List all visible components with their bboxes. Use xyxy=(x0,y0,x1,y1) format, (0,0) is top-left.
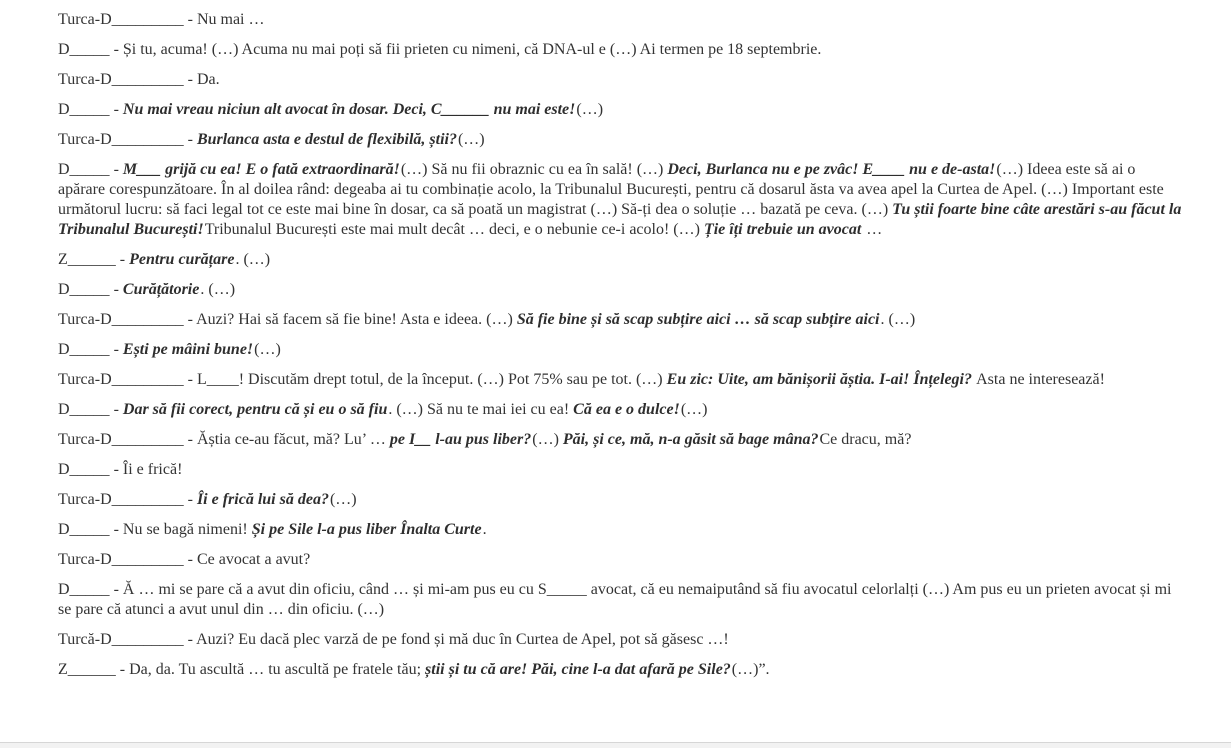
speaker-label: Turca-D_________ xyxy=(58,11,184,28)
transcript-line xyxy=(58,550,1184,570)
line-text: (…) xyxy=(680,401,708,418)
transcript-line xyxy=(58,340,1184,360)
line-text: (…) xyxy=(254,341,281,358)
line-text: - Îi e frică! xyxy=(109,461,183,478)
line-text: Asta ne interesează! xyxy=(973,371,1105,388)
transcript-line xyxy=(58,310,1184,330)
emphasized-quote: Ești pe mâini bune! xyxy=(122,341,254,358)
speaker-label: Z______ xyxy=(58,251,116,268)
line-text: - Ce avocat a avut? xyxy=(183,551,311,568)
emphasized-quote: Pentru curățare xyxy=(129,251,235,268)
line-text: (…)”. xyxy=(731,661,770,678)
line-text: (…) xyxy=(457,131,485,148)
transcript-line xyxy=(58,400,1184,420)
transcript-line xyxy=(58,520,1184,540)
line-text: - xyxy=(183,491,197,508)
line-text: - xyxy=(109,101,123,118)
emphasized-quote: Curățătorie xyxy=(122,281,200,298)
transcript-line xyxy=(58,100,1184,120)
line-text: Ce dracu, mă? xyxy=(819,431,912,448)
transcript-line xyxy=(58,130,1184,150)
emphasized-quote: Eu zic: Uite, am bănișorii ăștia. I-ai! Înțelegi? xyxy=(666,371,972,388)
line-text: - L____! Discutăm drept totul, de la început. (…) Pot 75% sau pe tot. (…) xyxy=(183,371,667,388)
speaker-label: Turca-D_________ xyxy=(58,131,184,148)
speaker-label: D_____ xyxy=(58,581,110,598)
line-text: - Auzi? Hai să facem să fie bine! Asta e ideea. (…) xyxy=(183,311,517,328)
transcript-line xyxy=(58,70,1184,90)
speaker-label: D_____ xyxy=(58,161,110,178)
speaker-label: Turca-D_________ xyxy=(58,371,184,388)
speaker-label: Turca-D_________ xyxy=(58,311,184,328)
transcript-line xyxy=(58,660,1184,680)
emphasized-quote: Dar să fii corect, pentru că și eu o să fiu xyxy=(122,401,388,418)
transcript-line xyxy=(58,580,1184,620)
transcript-line xyxy=(58,490,1184,510)
line-text: - Da, da. Tu ascultă … tu ascultă pe fratele tău; xyxy=(115,661,426,678)
line-text: - xyxy=(109,281,123,298)
emphasized-quote: Tu știi foarte bine câte arestări s-au făcut la Tribunalul București! xyxy=(58,201,1182,238)
line-text: - xyxy=(183,131,197,148)
line-text: . (…) xyxy=(200,281,236,298)
transcript-line xyxy=(58,280,1184,300)
transcript-line xyxy=(58,460,1184,480)
line-text: - Nu se bagă nimeni! xyxy=(109,521,252,538)
speaker-label: Turca-D_________ xyxy=(58,551,184,568)
line-text: Tribunalul București este mai mult decât … deci, e o nebunie ce-i acolo! (…) xyxy=(204,221,704,238)
emphasized-quote: Îi e frică lui să dea? xyxy=(196,491,329,508)
emphasized-quote: știi și tu că are! Păi, cine l-a dat afară pe Sile? xyxy=(425,661,731,678)
emphasized-quote: Deci, Burlanca nu e pe zvâc! E____ nu e de-asta! xyxy=(667,161,996,178)
emphasized-quote: Și pe Sile l-a pus liber Înalta Curte xyxy=(251,521,482,538)
transcript-line xyxy=(58,10,1184,30)
speaker-label: Turca-D_________ xyxy=(58,491,184,508)
transcript-line xyxy=(58,370,1184,390)
line-text: - Auzi? Eu dacă plec varză de pe fond și mă duc în Curtea de Apel, pot să găsesc …! xyxy=(183,631,729,648)
transcript-line xyxy=(58,160,1184,240)
transcript-line xyxy=(58,430,1184,450)
emphasized-quote: M___ grijă cu ea! E o fată extraordinară! xyxy=(122,161,400,178)
speaker-label: D_____ xyxy=(58,281,110,298)
speaker-label: Turca-D_________ xyxy=(58,71,184,88)
line-text: - Ăștia ce-au făcut, mă? Lu’ … xyxy=(183,431,390,448)
emphasized-quote: Burlanca asta e destul de flexibilă, știi? xyxy=(196,131,457,148)
line-text: - xyxy=(109,341,123,358)
line-text: - xyxy=(115,251,130,268)
line-text: - xyxy=(109,401,123,418)
transcript-line xyxy=(58,250,1184,270)
transcript-line xyxy=(58,630,1184,650)
speaker-label: D_____ xyxy=(58,461,110,478)
line-text: . xyxy=(482,521,487,538)
emphasized-quote: Că ea e o dulce! xyxy=(573,401,680,418)
line-text: . (…) xyxy=(235,251,271,268)
emphasized-quote: Nu mai vreau niciun alt avocat în dosar. Deci, C______ nu mai este! xyxy=(122,101,576,118)
speaker-label: Turca-D_________ xyxy=(58,431,184,448)
transcript-line xyxy=(58,40,1184,60)
page-bottom-divider xyxy=(0,742,1231,748)
speaker-label: D_____ xyxy=(58,341,110,358)
line-text: (…) xyxy=(329,491,357,508)
line-text: - Și tu, acuma! (…) Acuma nu mai poți să fii prieten cu nimeni, că DNA-ul e (…) Ai termen pe 18 septembrie. xyxy=(109,41,822,58)
emphasized-quote: Să fie bine și să scap subțire aici … să scap subțire aici xyxy=(516,311,880,328)
line-text: - Nu mai … xyxy=(183,11,265,28)
emphasized-quote: Păi, și ce, mă, n-a găsit să bage mâna? xyxy=(562,431,819,448)
emphasized-quote: Ție îți trebuie un avocat xyxy=(703,221,862,238)
speaker-label: Z______ xyxy=(58,661,116,678)
speaker-label: D_____ xyxy=(58,41,110,58)
speaker-label: D_____ xyxy=(58,101,110,118)
speaker-label: D_____ xyxy=(58,401,110,418)
line-text: (…) Să nu fii obraznic cu ea în sală! (…) xyxy=(400,161,668,178)
line-text: - xyxy=(109,161,123,178)
line-text: - Da. xyxy=(183,71,220,88)
speaker-label: Turcă-D_________ xyxy=(58,631,184,648)
line-text: . (…) xyxy=(880,311,916,328)
line-text: … xyxy=(862,221,883,238)
line-text: (…) xyxy=(532,431,563,448)
line-text: (…) xyxy=(576,101,604,118)
speaker-label: D_____ xyxy=(58,521,110,538)
emphasized-quote: pe I__ l-au pus liber? xyxy=(389,431,532,448)
line-text: (…) Ideea este să ai o apărare corespunzătoare. În al doilea rând: degeaba ai tu combinație acolo, la Tribunalul București, pentru că dosarul ăsta va avea apel la Curtea de Apel. (…) Important este următorul lucru: să faci legal tot ce este mai bine în dosar, ca să poată un magistrat (…) Să-ți dea o soluție … bazată pe ceva. (…) xyxy=(58,161,1164,218)
line-text: . (…) Să nu te mai iei cu ea! xyxy=(388,401,574,418)
line-text: - Ă … mi se pare că a avut din oficiu, când … și mi-am pus eu cu S_____ avocat, că eu nemaiputând să fiu avocatul celorlalți (…) Am pus eu un prieten avocat și mi se pare că atunci a avut unul din … din oficiu. (…) xyxy=(58,581,1172,618)
